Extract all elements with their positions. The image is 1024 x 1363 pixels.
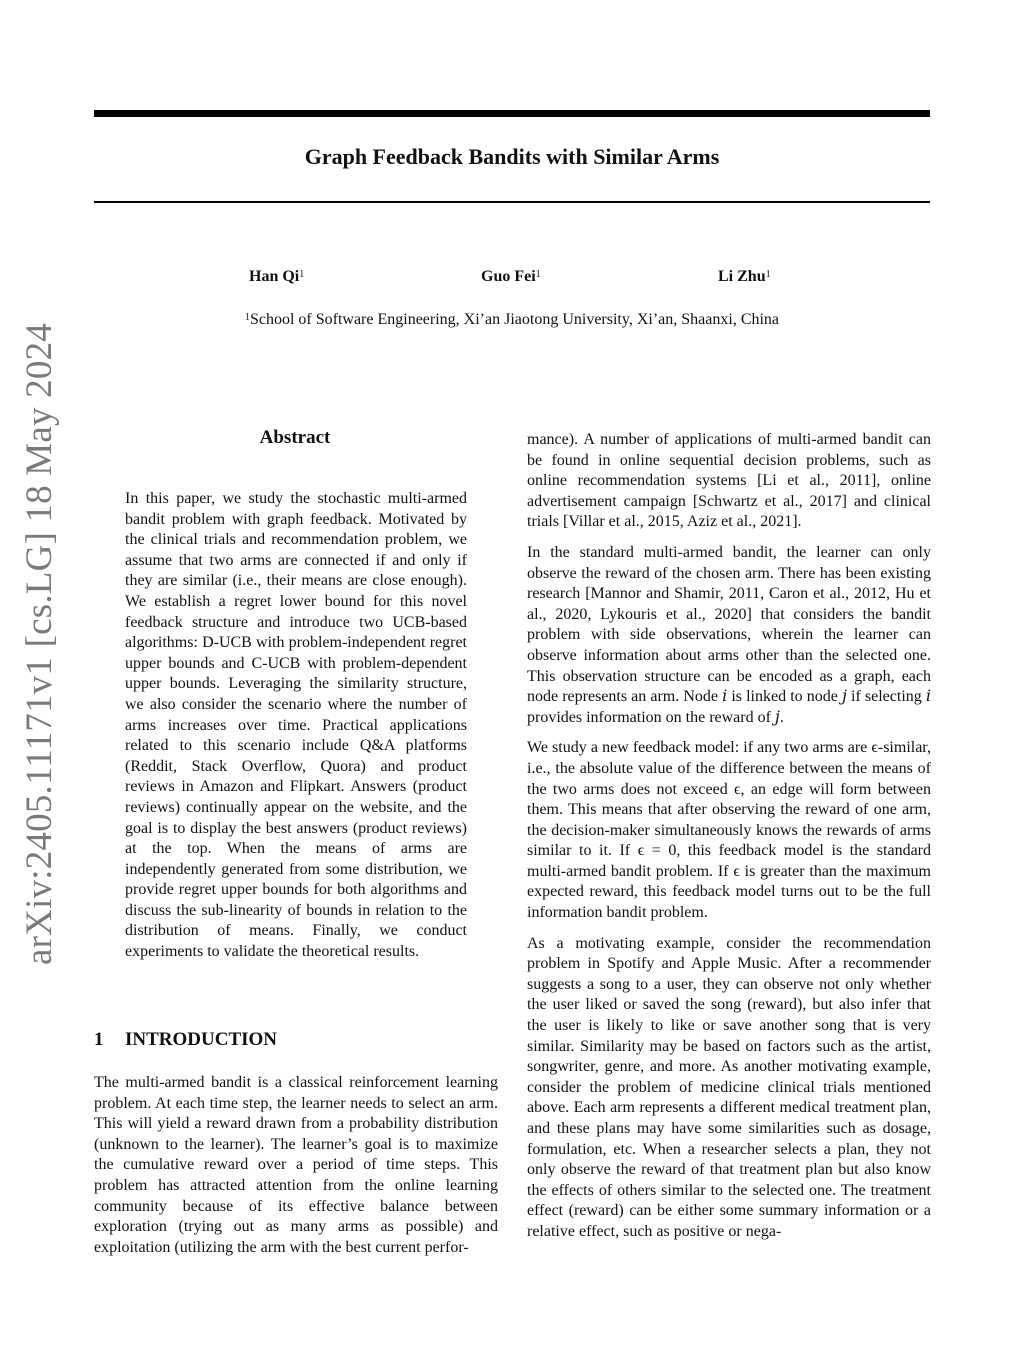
affiliation-mark: 1 [299,269,305,280]
title-top-rule [94,110,930,117]
affiliation-mark: 1 [765,269,771,280]
intro-paragraph-1: The multi-armed bandit is a classical reinforcement learning problem. At each time step, the learner needs to select an arm. This will yield a reward drawn from a probability distribution (unknown to the learner). The learner’s goal is to maximize the cumulative reward over a period of time steps. This problem has attracted attention from the online learning community because of its effective balance between exploration (trying out as many arms as possible) and exploitation (utilizing the arm with the best current perfor- [94,1074,498,1256]
title-bottom-rule [94,201,930,203]
intro-paragraph-3: We study a new feedback model: if any two arms are ϵ-similar, i.e., the absolute value of the difference between the means of the two arms does not exceed ϵ, an edge will form between them. This means that after observing the reward of one arm, the decision-maker simultaneously knows the rewards of arms similar to it. If ϵ = 0, this feedback model is the standard multi-armed bandit problem. If ϵ is greater than the maximum expected reward, this feedback model turns out to be the full information bandit problem. [527,739,931,922]
intro-paragraph-2: In the standard multi-armed bandit, the learner can only observe the reward of the chosen arm. There has been existing research [Mannor and Shamir, 2011, Caron et al., 2012, Hu et al., 2020, Lykouris et al., 2020] that considers the bandit problem with side observations, wherein the learner can observe information about arms other than the selected one. This observation structure can be encoded as a graph, each node represents an arm. Node 𝑖 is linked to node 𝑗 if selecting 𝑖 provides information on the reward of 𝑗. [527,543,931,726]
abstract-heading: Abstract [259,427,331,448]
section-heading-introduction [94,1028,277,1052]
author-1 [249,266,304,288]
intro-paragraph-4: As a motivating example, consider the recommendation problem in Spotify and Apple Music. After a recommender suggests a song to a user, they can observe not only whether the user liked or saved the song (reward), but also infer that the user is likely to like or save another song that is very similar. Similarity may be based on factors such as the artist, songwriter, genre, and more. As another motivating example, consider the problem of medicine clinical trials mentioned above. Each arm represents a different medical treatment plan, and these plans may have some similarities such as dosage, formulation, etc. When a researcher selects a plan, they not only observe the reward of that treatment plan but also know the effects of others similar to the selected one. The treatment effect (reward) can be either some summary information or a relative effect, such as positive or nega- [527,934,931,1240]
author-name: Li Zhu [718,268,766,285]
author-2 [481,266,541,288]
author-name: Guo Fei [481,268,536,285]
affiliation-text: School of Software Engineering, Xi’an Jiaotong University, Xi’an, Shaanxi, China [249,311,780,328]
paper-title: Graph Feedback Bandits with Similar Arms [304,144,720,169]
author-name: Han Qi [249,268,300,285]
affiliation [94,309,930,331]
abstract-text: In this paper, we study the stochastic multi-armed bandit problem with graph feedback. Motivated by the clinical trials and recommendation problem, we assume that two arms are connected if and only if they are similar (i.e., their means are close enough). We establish a regret lower bound for this novel feedback structure and introduce two UCB-based algorithms: D-UCB with problem-independent regret upper bounds and C-UCB with problem-dependent upper bounds. Leveraging the similarity structure, we also consider the scenario where the number of arms increases over time. Practical applications related to this scenario include Q&A platforms (Reddit, Stack Overflow, Quora) and product reviews in Amazon and Flipkart. Answers (product reviews) continually appear on the website, and the goal is to display the best answers (product reviews) at the top. When the means of arms are independently generated from some distribution, we provide regret upper bounds for both algorithms and discuss the sub-linearity of bounds in relation to the distribution of means. Finally, we conduct experiments to validate the theoretical results. [125,490,467,961]
arxiv-stamp: arXiv:2405.11171v1 [cs.LG] 18 May 2024 [19,323,60,965]
section-number: 1 [94,1029,104,1050]
author-3 [718,266,771,288]
affiliation-mark: 1 [535,269,541,280]
affiliation-mark: 1 [244,312,250,323]
intro-paragraph-1-continued: mance). A number of applications of multi-armed bandit can be found in online sequential decision problems, such as online recommendation systems [Li et al., 2011], online advertisement campaign [Schwartz et al., 2017] and clinical trials [Villar et al., 2015, Aziz et al., 2021]. [527,431,931,531]
right-column [527,430,931,1253]
section-title: INTRODUCTION [125,1029,278,1050]
